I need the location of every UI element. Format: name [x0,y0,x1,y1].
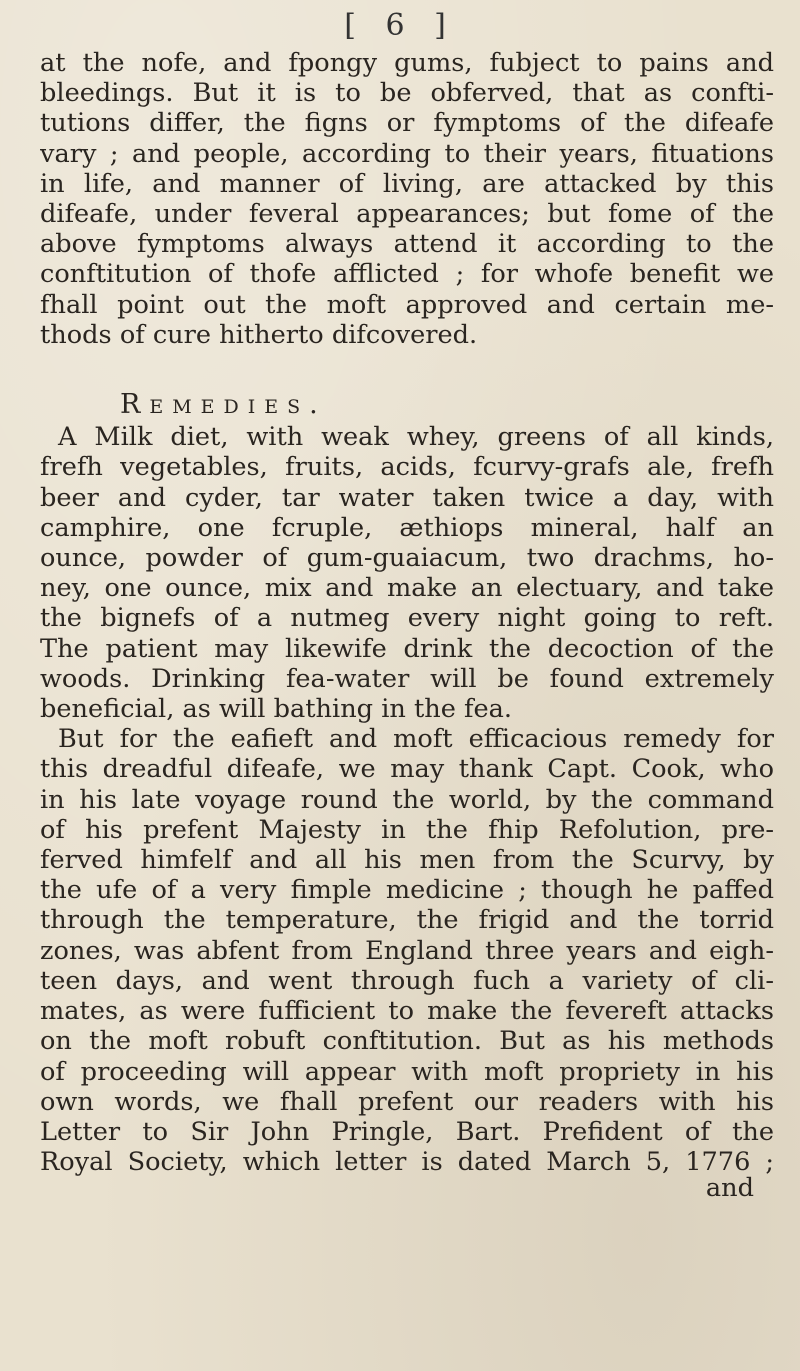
text-line: ounce, powder of gum-guaiacum, two drachms, ho- [40,543,774,574]
page-number: [ 6 ] [344,8,456,43]
text-line: frefh vegetables, fruits, acids, fcurvy-grafs ale, frefh [40,452,774,483]
text-line: woods. Drinking fea-water will be found extremely [40,663,774,694]
catchword: and [705,1173,754,1204]
body-text [40,48,774,1204]
text-line: thods of cure hitherto difcovered. [40,319,478,350]
text-line: the ufe of a very fimple medicine ; though he paffed [40,875,774,906]
text-line: in life, and manner of living, are attacked by this [40,168,774,199]
text-line: Letter to Sir John Pringle, Bart. Prefident of the [40,1116,774,1147]
paragraph-intro [40,48,774,350]
text-line: bleedings. But it is to be obferved, that as confti- [40,78,774,109]
text-line: beer and cyder, tar water taken twice a day, with [40,482,774,513]
text-line: own words, we fhall prefent our readers with his [40,1086,774,1117]
text-line: on the moft robuft conftitution. But as his methods [40,1026,774,1057]
text-line: in his late voyage round the world, by the command [40,784,774,815]
text-line: difeafe, under feveral appearances; but fome of the [40,199,774,230]
section-heading: Remedies. [120,389,327,421]
text-line: this dreadful difeafe, we may thank Capt. Cook, who [40,754,774,785]
text-line: vary ; and people, according to their years, fituations [40,138,774,169]
paragraph-remedies [40,422,774,724]
text-line: Royal Society, which letter is dated March 5, 1776 ; [40,1147,774,1178]
text-line: camphire, one fcruple, æthiops mineral, half an [40,512,774,543]
text-line: conftitution of thofe afflicted ; for whofe benefit we [40,259,774,290]
text-line: the bignefs of a nutmeg every night going to reft. [40,603,774,634]
text-line: fhall point out the moft approved and certain me- [40,289,774,320]
text-line: zones, was abfent from England three years and eigh- [40,935,774,966]
text-line: of proceeding will appear with moft propriety in his [40,1056,774,1087]
text-line: teen days, and went through fuch a variety of cli- [40,965,774,996]
text-line: The patient may likewife drink the decoction of the [40,633,774,664]
text-line: through the temperature, the frigid and the torrid [40,905,774,936]
text-line: ney, one ounce, mix and make an electuary, and take [40,573,774,604]
text-line: A Milk diet, with weak whey, greens of all kinds, [58,422,774,453]
text-line: of his prefent Majesty in the fhip Refolution, pre- [40,814,774,845]
text-line: mates, as were fufficient to make the fevereft attacks [40,996,774,1027]
text-line: tutions differ, the figns or fymptoms of the difeafe [40,108,774,139]
text-line: at the nofe, and fpongy gums, fubject to pains and [40,48,774,78]
text-line: ferved himfelf and all his men from the Scurvy, by [40,845,774,876]
text-line: But for the eafieft and moft efficacious remedy for [58,724,774,755]
text-line: above fymptoms always attend it according to the [40,229,774,260]
paragraph-cook [40,724,774,1177]
text-line: beneficial, as will bathing in the fea. [40,694,513,725]
